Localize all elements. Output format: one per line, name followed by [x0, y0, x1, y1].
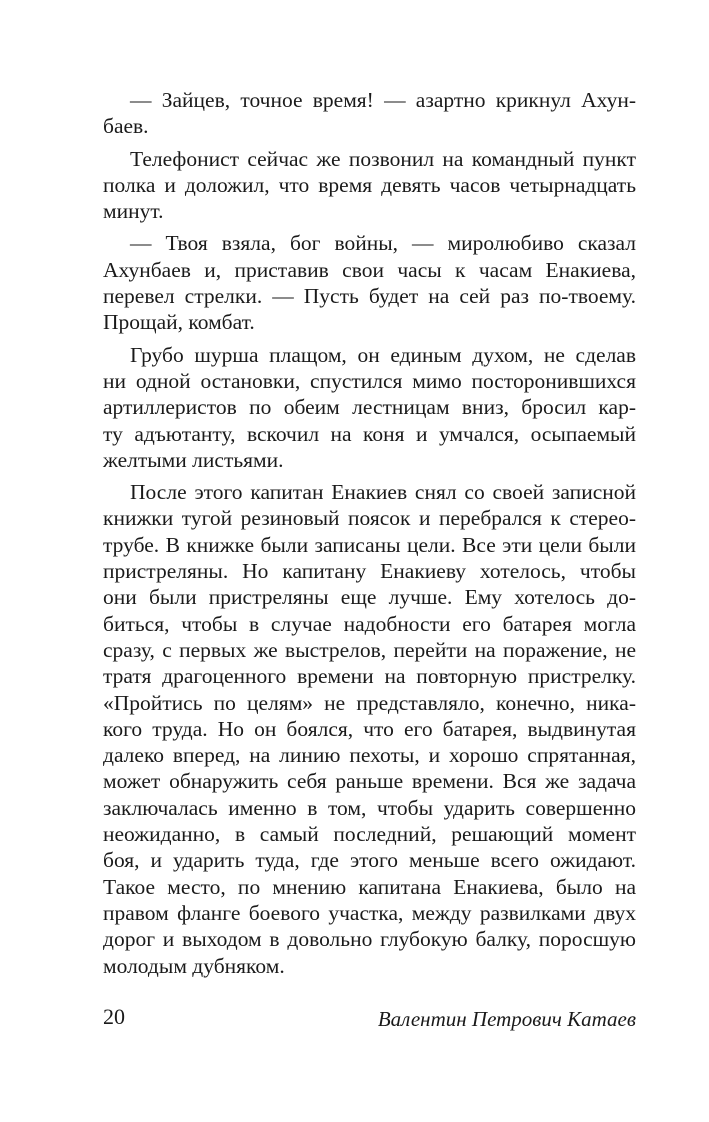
text-line: перевел стрелки. — Пусть будет на сей раз по-твоему.	[103, 284, 636, 309]
text-line: далеко вперед, на линию пехоты, и хорошо спрятанная,	[103, 743, 636, 768]
text-line: — Твоя взяла, бог войны, — миролюбиво сказал	[130, 231, 636, 256]
text-line: «Пройтись по целям» не представляло, конечно, ника-	[103, 690, 636, 715]
text-line: они были пристреляны еще лучше. Ему хотелось до-	[103, 585, 636, 610]
text-line: полка и доложил, что время девять часов четырнадцать	[103, 172, 636, 197]
paragraph	[103, 342, 636, 473]
text-line: — Зайцев, точное время! — азартно крикнул Ахун-	[130, 88, 636, 112]
text-line: биться, чтобы в случае надобности его батарея могла	[103, 611, 636, 636]
text-line: Такое место, по мнению капитана Енакиева, было на	[103, 874, 636, 899]
text-line: боя, и ударить туда, где этого меньше всего ожидают.	[103, 848, 636, 873]
running-footer-author: Валентин Петрович Катаев	[377, 1007, 636, 1031]
text-line: минут.	[103, 199, 164, 224]
paragraph	[103, 87, 636, 140]
paragraph	[103, 146, 636, 225]
text-line: ту адъютанту, вскочил на коня и умчался, осыпаемый	[103, 421, 636, 446]
text-line: может обнаружить себя раньше времени. Вся же задача	[103, 769, 636, 794]
text-line: тратя драгоценного времени на повторную пристрелку.	[103, 664, 636, 689]
text-line: кого труда. Но он боялся, что его батарея, выдвинутая	[103, 716, 636, 741]
text-line: Прощай, комбат.	[103, 310, 255, 335]
text-line: неожиданно, в самый последний, решающий момент	[103, 822, 636, 847]
text-line: молодым дубняком.	[103, 953, 285, 978]
text-line: желтыми листьями.	[103, 447, 284, 472]
text-line: книжки тугой резиновый поясок и перебрался к стерео-	[103, 506, 636, 531]
text-line: заключалась именно в том, чтобы ударить совершенно	[103, 795, 636, 820]
text-line: Ахунбаев и, приставив свои часы к часам Енакиева,	[103, 257, 636, 282]
page-text	[103, 87, 636, 979]
paragraph	[103, 479, 636, 979]
text-line: Грубо шурша плащом, он единым духом, не сделав	[130, 342, 636, 367]
text-line: дорог и выходом в довольно глубокую балку, поросшую	[103, 927, 636, 952]
text-line: Телефонист сейчас же позвонил на командный пункт	[130, 146, 636, 171]
page-number: 20	[103, 1004, 125, 1029]
text-line: трубе. В книжке были записаны цели. Все эти цели были	[103, 532, 636, 557]
text-line: пристреляны. Но капитану Енакиеву хотелось, чтобы	[103, 559, 636, 584]
text-line: После этого капитан Енакиев снял со своей записной	[130, 480, 636, 505]
text-line: баев.	[103, 114, 149, 139]
text-line: правом фланге боевого участка, между развилками двух	[103, 900, 636, 925]
text-line: артиллеристов по обеим лестницам вниз, бросил кар-	[103, 395, 636, 420]
text-line: ни одной остановки, спустился мимо посторонившихся	[103, 368, 636, 393]
paragraph	[103, 230, 636, 335]
text-line: сразу, с первых же выстрелов, перейти на поражение, не	[103, 637, 636, 662]
